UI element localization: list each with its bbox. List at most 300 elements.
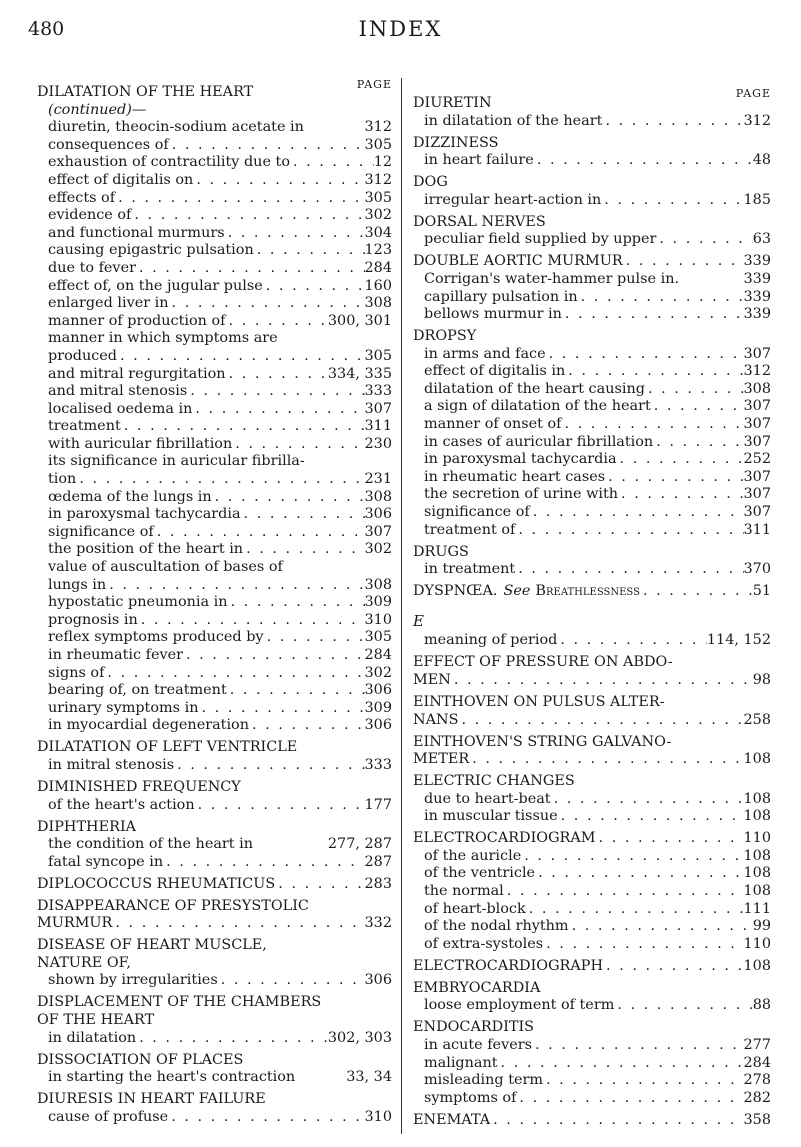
index-heading [413,253,771,271]
index-subentry-text: malignant [424,1054,498,1071]
index-entry-group [413,328,771,539]
leader-dots [154,524,365,542]
leader-dots [526,901,744,919]
index-subentry-text: urinary symptoms in [48,699,199,716]
index-heading-text: DISPLACEMENT OF THE CHAMBERS [37,994,322,1011]
page-ref: 370 [743,561,771,578]
index-entry-group [413,1019,771,1107]
index-heading [413,958,771,976]
index-heading-text: DIPLOCOCCUS RHEUMATICUS [37,875,276,892]
index-heading-text: DORSAL NERVES [413,213,546,230]
index-subentry [37,717,392,735]
leader-dots [106,577,364,595]
leader-dots [218,972,365,990]
index-subentry-text: effect of, on the jugular pulse [48,277,263,294]
page-ref: 108 [743,847,771,864]
page-ref: 230 [364,435,392,452]
page-ref: 332 [364,915,392,932]
index-subentry-text: effect of digitalis in [424,363,566,380]
leader-dots [640,583,753,601]
leader-dots [241,506,365,524]
page-ref: 284 [743,1054,771,1071]
leader-dots [601,192,743,210]
index-subentry-text: the condition of the heart in [48,836,254,853]
leader-dots [469,751,743,769]
index-heading [37,1091,392,1109]
page-ref: 282 [743,1089,771,1106]
index-heading [413,694,771,712]
index-subentry [413,1072,771,1090]
index-heading [413,214,771,232]
index-heading [37,739,392,757]
leader-dots [243,541,364,559]
index-heading-text: EMBRYOCARDIA [413,979,541,996]
index-subentry-text: capillary pulsation in [424,288,578,305]
leader-dots [614,997,752,1015]
index-subentry [37,489,392,507]
index-heading-text: DISEASE OF HEART MUSCLE, [37,937,267,954]
index-subentry-text: due to heart-beat [424,790,551,807]
index-heading [413,1019,771,1037]
page-header [0,15,801,45]
index-subentry-text: causing epigastric pulsation [48,242,254,259]
leader-dots [192,401,364,419]
leader-dots [227,682,365,700]
leader-dots [138,612,365,630]
leader-dots [228,594,365,612]
index-heading-text: ENEMATA [413,1111,491,1128]
page-ref: 300, 301 [327,312,392,329]
index-subentry [37,682,392,700]
page-ref: 185 [743,191,771,208]
index-heading-text: ELECTROCARDIOGRAM [413,830,596,847]
index-subentry [413,152,771,170]
index-heading-text: DOUBLE AORTIC MURMUR [413,253,623,270]
index-subentry-text: of the heart's action [48,796,195,813]
index-subentry [413,632,771,650]
leader-dots [275,876,364,894]
index-subentry [413,381,771,399]
index-subentry [37,1030,392,1048]
page-ref: 110 [743,830,771,847]
index-heading-text: DIMINISHED FREQUENCY [37,778,241,795]
index-subentry-text: dilatation of the heart causing [424,380,645,397]
index-entry-group [413,654,771,689]
leader-dots [562,306,744,324]
page-ref: 308 [364,295,392,312]
index-subentry-text: signs of [48,664,105,681]
index-heading-cont-text: METER [413,751,470,768]
leader-dots [195,797,365,815]
index-entry-group [413,253,771,323]
index-subentry-text: Corrigan's water-hammer pulse in. [424,270,680,287]
leader-dots [651,398,744,416]
index-subentry-text: in heart failure [424,152,534,169]
index-subentry [37,836,392,854]
leader-dots [115,190,364,208]
page-ref: 278 [743,1072,771,1089]
index-heading [413,583,771,601]
index-subentry [413,997,771,1015]
page-ref: 307 [743,468,771,485]
leader-dots [225,313,327,331]
index-entry-group [37,994,392,1047]
page-ref: 305 [364,136,392,153]
leader-dots [602,113,743,131]
index-subentry-text: and mitral stenosis [48,383,188,400]
index-heading-text: DILATATION OF LEFT VENTRICLE [37,739,298,756]
index-subentry-text: treatment of [424,521,516,538]
index-subentry-text: of heart-block [424,900,526,917]
index-subentry-text: in dilatation [48,1029,137,1046]
index-entry-group [413,632,771,650]
leader-dots [104,665,364,683]
page-ref: 99 [752,918,771,935]
index-heading-cont [37,1012,392,1030]
index-subentry-text: cause of profuse [48,1108,169,1125]
index-subentry-text: misleading term [424,1072,544,1089]
index-heading-cont [413,751,771,769]
page-ref: 108 [743,957,771,974]
index-entry-group [37,898,392,933]
index-subentry-text: produced [48,347,118,364]
index-heading [413,328,771,346]
page-ref: 108 [743,751,771,768]
index-subentry-text: its significance in auricular fibrilla- [48,453,305,470]
leader-dots [596,830,744,848]
index-heading-cont [37,915,392,933]
index-subentry-text: reflex symptoms produced by [48,629,264,646]
index-entry-group [413,980,771,1015]
index-subentry [37,119,392,137]
index-heading-cont-text: NANS [413,711,459,728]
leader-dots [232,436,364,454]
index-entry-group [413,958,771,976]
index-heading [37,779,392,797]
leader-dots [249,717,365,735]
section-letter: E [413,611,424,630]
index-heading [37,1052,392,1070]
index-heading-text: DISSOCIATION OF PLACES [37,1051,244,1068]
index-subentry-text: meaning of period [424,632,558,649]
page-ref: 333 [364,756,392,773]
index-subentry [37,700,392,718]
index-subentry-text: in dilatation of the heart [424,112,603,129]
page-ref: 312 [364,119,392,136]
index-heading-text: DYSPNŒA. [413,583,498,600]
leader-dots [516,1090,743,1108]
index-subentry-text: of the auricle [424,847,522,864]
index-subentry [413,289,771,307]
page-ref: 339 [743,270,771,287]
page-ref: 307 [743,416,771,433]
index-subentry [37,594,392,612]
leader-dots [546,346,744,364]
page-ref: 302, 303 [327,1029,392,1046]
index-heading-cont-text: MURMUR [37,915,113,932]
index-heading-text: DOG [413,174,448,191]
index-subentry [413,808,771,826]
index-heading [37,84,392,102]
index-subentry-text: manner of onset of [424,416,562,433]
leader-dots [121,418,365,436]
index-subentry [413,504,771,522]
index-subentry [413,522,771,540]
index-heading-text: DIURETIN [413,95,492,111]
index-subentry [413,451,771,469]
leader-dots [226,366,328,384]
leader-dots [498,1055,744,1073]
leader-dots [187,383,364,401]
index-subentry-text: due to fever [48,259,136,276]
index-heading-cont [37,955,392,973]
index-subentry [37,757,392,775]
leader-dots [617,451,744,469]
index-subentry [37,225,392,243]
page-ref: 339 [743,306,771,323]
index-subentry [37,207,392,225]
index-subentry-text: hypostatic pneumonia in [48,594,228,611]
leader-dots [565,363,743,381]
index-heading [413,95,771,113]
page-ref: 310 [364,1108,392,1125]
page-ref: 160 [364,277,392,294]
index-heading [413,174,771,192]
index-entry-group [413,583,771,601]
page-ref: 339 [743,288,771,305]
leader-dots [212,489,365,507]
page-ref: 12 [373,154,392,171]
index-heading-text: DRUGS [413,543,469,560]
index-subentry-text: irregular heart-action in [424,191,602,208]
page-ref: 177 [364,796,392,813]
page-ref: 307 [364,400,392,417]
leader-dots [551,791,744,809]
index-entry-group [413,1112,771,1130]
page-ref: 307 [743,398,771,415]
index-subentry [413,1055,771,1073]
index-entry-group [413,174,771,209]
index-subentry-text: treatment [48,418,121,435]
index-subentry [413,416,771,434]
index-heading [413,544,771,562]
index-subentry-text: fatal syncope in [48,853,164,870]
index-heading [37,819,392,837]
page-ref: 51 [752,583,771,600]
index-heading [413,980,771,998]
leader-dots [169,137,365,155]
page-ref: 309 [364,594,392,611]
page-ref: 306 [364,717,392,734]
index-subentry [37,348,392,366]
index-subentry [37,330,392,348]
index-subentry-text: in starting the heart's contraction [48,1069,296,1086]
index-subentry [37,471,392,489]
index-heading [37,937,392,955]
index-heading-text: EINTHOVEN ON PULSUS ALTER- [413,693,665,710]
leader-dots [163,854,364,872]
index-subentry-text: and mitral regurgitation [48,365,226,382]
page-ref: 308 [743,380,771,397]
index-heading-cont [413,672,771,690]
page-ref: 311 [364,418,392,435]
leader-dots [169,295,365,313]
leader-dots [198,700,364,718]
leader-dots [534,152,753,170]
leader-dots [645,381,744,399]
index-subentry-text: bellows murmur in [424,306,562,323]
index-subentry-text: with auricular fibrillation [48,435,233,452]
leader-dots [515,561,743,579]
page-ref: 310 [364,611,392,628]
index-subentry-text: of the nodal rhythm [424,918,569,935]
page-ref: 306 [364,972,392,989]
index-subentry-text: evidence of [48,207,132,224]
index-subentry-text: effects of [48,189,116,206]
index-subentry-text: in cases of auricular fibrillation [424,433,654,450]
index-subentry [413,791,771,809]
leader-dots [490,1112,743,1130]
page-ref: 258 [743,711,771,728]
index-heading-text: DILATATION OF THE HEART [37,84,254,100]
index-subentry [37,436,392,454]
leader-dots [532,1037,744,1055]
leader-dots [264,629,365,647]
page-ref: 277, 287 [327,836,392,853]
index-subentry-text: tion [48,471,77,488]
index-heading-text: EINTHOVEN'S STRING GALVANO- [413,733,672,750]
index-subentry-text: enlarged liver in [48,295,169,312]
index-subentry-text: œdema of the lungs in [48,488,212,505]
index-subentry-text: in myocardial degeneration [48,717,249,734]
leader-dots [168,1109,364,1127]
index-entry-group [37,1052,392,1087]
leader-dots [515,522,743,540]
leader-dots [618,486,743,504]
leader-dots [561,416,743,434]
index-subentry-text: of the ventricle [424,865,536,882]
index-subentry-text: in treatment [424,561,516,578]
index-heading-cont-text: MEN [413,671,451,688]
index-subentry-text: localised oedema in [48,400,193,417]
leader-dots [623,253,744,271]
index-heading-text: ENDOCARDITIS [413,1019,535,1036]
index-heading-cont-text: NATURE OF, [37,954,131,971]
index-subentry-text: of extra-systoles [424,935,544,952]
index-subentry [413,469,771,487]
page-ref: 307 [743,486,771,503]
leader-dots [263,278,365,296]
page-ref: 305 [364,189,392,206]
page-ref: 306 [364,682,392,699]
column-divider [401,78,402,1134]
page-ref: 283 [364,875,392,892]
page-ref: 311 [743,521,771,538]
index-subentry-text: in arms and face [424,345,546,362]
index-subentry [37,854,392,872]
index-subentry [37,172,392,190]
page-ref: 277 [743,1036,771,1053]
index-subentry-text: significance of [424,504,530,521]
index-subentry [413,486,771,504]
index-subentry [413,936,771,954]
page-ref: 312 [743,363,771,380]
index-subentry-text: lungs in [48,576,107,593]
index-heading-cont-text: OF THE HEART [37,1012,155,1029]
see-prefix: See [503,583,531,600]
leader-dots [543,936,743,954]
index-subentry [413,113,771,131]
index-subentry [413,231,771,249]
see-target: Breathlessness [535,583,640,600]
index-subentry [37,154,392,172]
leader-dots [530,504,744,522]
index-entry-group [37,779,392,814]
index-heading-text: DISAPPEARANCE OF PRESYSTOLIC [37,897,309,914]
page-number: 480 [28,18,65,40]
index-subentry [413,1090,771,1108]
page-ref: 108 [743,808,771,825]
page-ref: 333 [364,383,392,400]
index-heading [413,773,771,791]
index-entry-group [413,544,771,579]
index-subentry [37,797,392,815]
page-ref: 306 [364,506,392,523]
page-ref: 307 [743,504,771,521]
index-entry-group [413,135,771,170]
index-subentry [413,398,771,416]
index-subentry-text: in paroxysmal tachycardia [424,451,617,468]
page-ref: 88 [752,997,771,1014]
leader-dots [558,808,744,826]
index-subentry-text: manner in which symptoms are [48,330,278,347]
index-subentry [37,559,392,577]
leader-dots [225,225,365,243]
leader-dots [543,1072,744,1090]
page-ref: 312 [364,171,392,188]
index-subentry [413,883,771,901]
leader-dots [112,915,364,933]
index-subentry-text: bearing of, on treatment [48,682,227,699]
leader-dots [76,471,364,489]
page-ref: 231 [364,471,392,488]
index-subentry [37,418,392,436]
leader-dots [569,918,753,936]
page-ref: 307 [364,523,392,540]
leader-dots [504,883,744,901]
index-subentry [413,306,771,324]
index-subentry [413,271,771,289]
index-subentry-text: in acute fevers [424,1036,532,1053]
index-subentry [37,313,392,331]
index-subentry [413,363,771,381]
page-ref: 302 [364,664,392,681]
index-subentry-text: exhaustion of contractility due to [48,154,290,171]
page-ref: 48 [752,152,771,169]
page-ref: 304 [364,224,392,241]
index-heading-text: DIURESIS IN HEART FAILURE [37,1091,266,1108]
index-subentry [37,401,392,419]
index-subentry-text: in muscular tissue [424,808,558,825]
index-heading [413,654,771,672]
leader-dots [605,469,743,487]
index-entry-group [413,734,771,769]
leader-dots [653,434,743,452]
page-ref: 98 [752,671,771,688]
index-heading [37,898,392,916]
index-subentry-text: shown by irregularities [48,972,218,989]
page-ref: 63 [752,231,771,248]
